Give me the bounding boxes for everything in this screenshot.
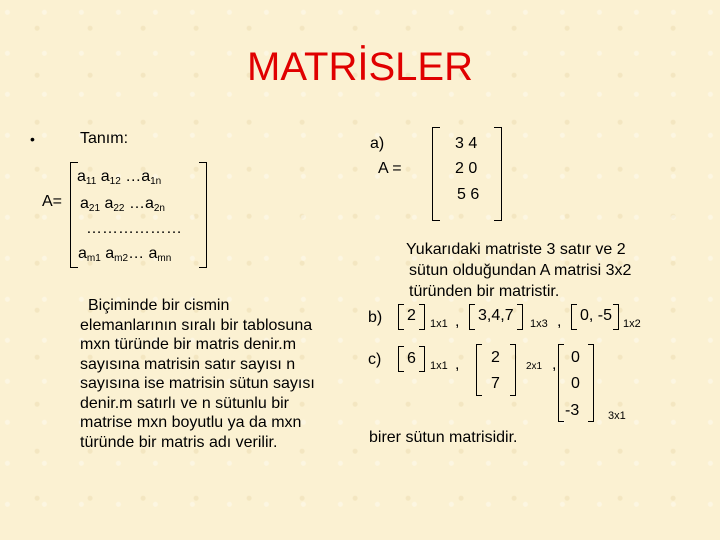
general-matrix-row1: $a_{11}$ $a_{12}$ $\dots a_{1n}$ (77, 168, 162, 187)
b3-dimension: 1x2 (623, 318, 641, 330)
general-matrix-right-bracket (199, 162, 207, 268)
b1-left-bracket (398, 304, 404, 330)
paragraph-line: Biçiminde bir cismin (88, 297, 230, 314)
definition-label: Tanım: (80, 130, 129, 147)
c1-right-bracket (419, 346, 425, 372)
title-text: MATRİSLER (247, 45, 473, 89)
explanation-text (406, 239, 631, 302)
definition-paragraph (80, 296, 315, 452)
c1-content: 6 (407, 350, 416, 367)
paragraph-line: türünde bir matris adı verilir. (80, 433, 278, 451)
b3-content: 0, -5 (580, 307, 613, 324)
paragraph-line: sayısına ise matrisin sütun sayısı (80, 375, 315, 392)
a-matrix-row: 2 0 (455, 160, 478, 177)
c2-left-bracket (476, 344, 482, 396)
c3-left-bracket (558, 344, 564, 422)
c1-left-bracket (398, 346, 404, 372)
explanation-line: Yukarıdaki matriste 3 satır ve 2 (406, 241, 626, 258)
explanation-line: sütun olduğundan A matrisi 3x2 (409, 262, 632, 279)
a-matrix-right-bracket (494, 127, 502, 221)
c3-dimension: 3x1 (608, 410, 626, 422)
b2-left-bracket (469, 304, 475, 330)
paragraph-line: denir.m satırlı ve n sütunlu bir (80, 394, 289, 412)
column-matrix-footer: birer sütun matrisidir. (369, 429, 518, 446)
b1-content: 2 (407, 307, 416, 324)
c2-content: 7 (491, 375, 500, 392)
bullet-icon: • (30, 131, 35, 147)
c2-dimension: 2x1 (526, 361, 543, 372)
comma: , (552, 356, 557, 373)
paragraph-line: mxn türünde bir matris denir.m (80, 336, 297, 353)
comma: , (557, 313, 562, 330)
a-matrix-row: 3 4 (455, 135, 478, 152)
c3-content: -3 (565, 402, 580, 419)
c2-right-bracket (510, 344, 516, 396)
comma: , (455, 356, 460, 373)
paragraph-line: elemanlarının sıralı bir tablosuna (80, 316, 313, 334)
example-c-label: c) (368, 351, 382, 368)
example-a-prefix: A = (378, 160, 402, 177)
b3-left-bracket (571, 304, 577, 330)
general-matrix-row3: ……………… (86, 220, 182, 237)
c3-right-bracket (588, 344, 594, 422)
paragraph-line: matrise mxn boyutlu ya da mxn (80, 414, 302, 431)
b2-dimension: 1x3 (530, 318, 548, 330)
a-matrix-left-bracket (432, 127, 440, 221)
c3-content: 0 (571, 349, 580, 366)
a-matrix-row: 5 6 (457, 186, 480, 203)
b1-dimension: 1x1 (430, 318, 448, 330)
c1-dimension: 1x1 (430, 360, 448, 372)
b2-right-bracket (517, 304, 523, 330)
slide-title (0, 44, 720, 90)
paragraph-line: sayısına matrisin satır sayısı n (80, 355, 296, 373)
comma: , (455, 313, 460, 330)
example-b-label: b) (368, 309, 383, 326)
b2-content: 3,4,7 (478, 307, 514, 324)
general-matrix-row2: $a_{21}$ $a_{22}$ $\dots a_{2n}$ (80, 195, 165, 214)
b3-right-bracket (613, 304, 619, 330)
c2-content: 2 (491, 349, 500, 366)
example-a-label: a) (370, 135, 385, 152)
matrix-prefix: A= (42, 193, 63, 210)
explanation-line: türünden bir matristir. (409, 283, 560, 300)
b1-right-bracket (419, 304, 425, 330)
c3-content: 0 (571, 375, 580, 392)
general-matrix-row4: $a_{m1}$ $a_{m2}\dots$ $a_{mn}$ (78, 245, 172, 264)
